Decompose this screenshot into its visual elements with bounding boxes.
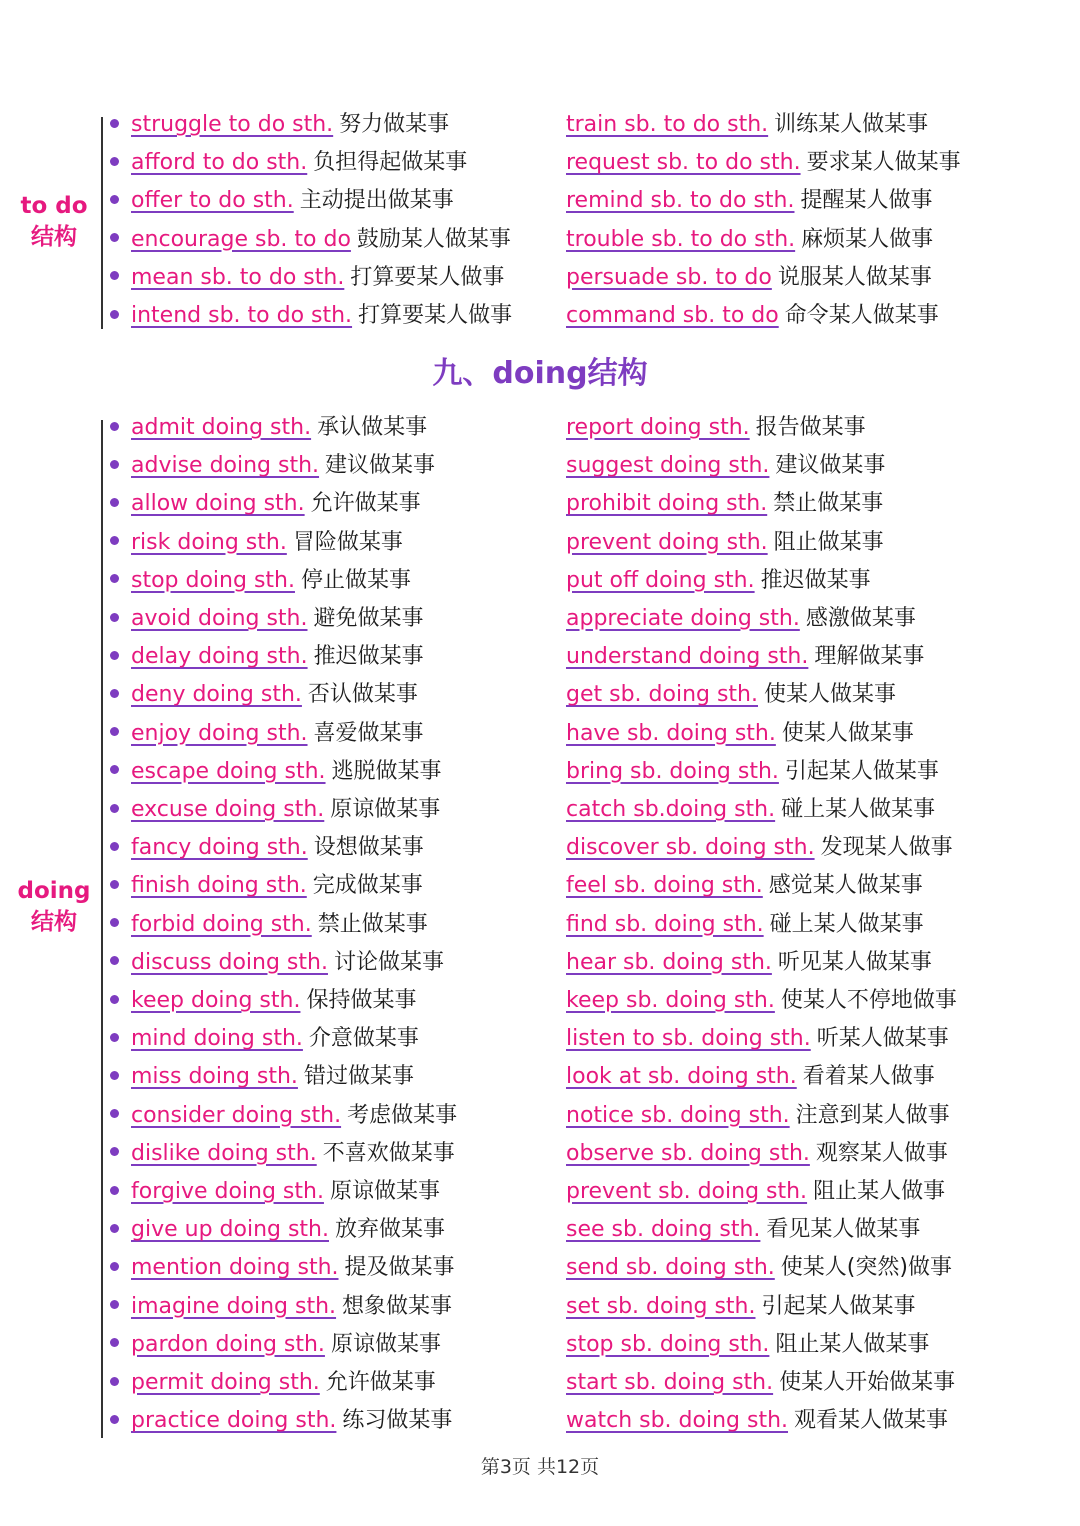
bullet-icon [110,1415,119,1424]
phrase-english: dislike doing sth. [131,1140,317,1166]
bullet-icon [110,1300,119,1309]
doing-right-item [566,676,896,714]
page-footer: 第3页 共12页 [480,1456,600,1478]
bullet-icon [110,498,119,507]
phrase-english: find sb. doing sth. [566,911,764,937]
phrase-english: hear sb. doing sth. [566,949,772,975]
bullet-icon [110,880,119,889]
doing-left-item [110,1326,441,1364]
doing-divider-line [101,420,103,1438]
phrase-chinese: 推迟做某事 [760,567,871,593]
doing-left-item [110,1020,419,1058]
doing-left-item [110,1058,414,1096]
phrase-chinese: 阻止某人做某事 [775,1331,930,1357]
doing-left-item [110,753,442,791]
phrase-chinese: 否认做某事 [307,682,418,708]
doing-left-item [110,1097,457,1135]
phrase-chinese: 讨论做某事 [333,949,444,975]
doing-right-item [566,638,924,676]
phrase-english: suggest doing sth. [566,453,770,479]
phrase-english: miss doing sth. [131,1064,298,1090]
phrase-chinese: 发现某人做事 [820,835,953,861]
phrase-chinese: 感觉某人做某事 [768,873,923,899]
phrase-chinese: 禁止做某事 [773,491,884,517]
phrase-english: report doing sth. [566,415,750,440]
bullet-icon [110,460,119,469]
doing-left-item [110,676,418,714]
phrase-english: keep sb. doing sth. [566,988,775,1013]
doing-right-item [566,447,885,485]
phrase-chinese: 建议做某事 [325,453,436,479]
phrase-chinese: 停止做某事 [300,567,411,593]
doing-right-item [566,1249,952,1287]
doing-right-item [566,829,953,867]
phrase-english: request sb. to do sth. [566,150,801,176]
doing-left-item [110,600,424,638]
phrase-english: observe sb. doing sth. [566,1140,810,1166]
phrase-english: see sb. doing sth. [566,1217,761,1243]
phrase-english: prevent sb. doing sth. [566,1179,808,1204]
doing-left-item [110,1288,452,1326]
phrase-english: prohibit doing sth. [566,491,768,517]
phrase-chinese: 想象做某事 [342,1293,453,1319]
doing-right-item [566,485,883,523]
bullet-icon [110,613,119,622]
phrase-chinese: 允许做某事 [310,491,421,517]
phrase-chinese: 提及做某事 [344,1255,455,1281]
phrase-english: pardon doing sth. [131,1331,325,1357]
doing-right-item [566,1097,950,1135]
doing-left-item [110,867,423,905]
phrase-english: admit doing sth. [131,415,312,440]
phrase-english: command sb. to do [566,303,779,328]
phrase-chinese: 麻烦某人做事 [801,226,934,252]
bullet-icon [110,1109,119,1118]
phrase-chinese: 建议做某事 [775,453,886,479]
doing-left-item [110,524,403,562]
phrase-chinese: 引起某人做某事 [761,1293,916,1319]
phrase-english: encourage sb. to do [131,226,351,252]
phrase-chinese: 喜爱做某事 [313,720,424,746]
doing-right-item [566,600,916,638]
phrase-chinese: 避免做某事 [313,606,424,631]
phrase-english: practice doing sth. [131,1408,337,1434]
doing-right-item [566,409,866,447]
phrase-english: stop doing sth. [131,567,295,593]
phrase-chinese: 鼓励某人做某事 [356,226,511,252]
phrase-chinese: 考虑做某事 [347,1102,458,1128]
phrase-chinese: 训练某人做某事 [774,112,929,137]
phrase-chinese: 承认做某事 [317,415,428,440]
bullet-icon [110,804,119,813]
phrase-chinese: 原谅做某事 [330,1331,441,1357]
bullet-icon [110,842,119,851]
doing-right-item [566,1288,916,1326]
doing-right-item [566,867,923,905]
bullet-icon [110,1033,119,1042]
phrase-chinese: 使某人开始做某事 [779,1370,956,1395]
doing-left-item [110,562,411,600]
doing-right-item [566,1020,949,1058]
bullet-icon [110,422,119,431]
phrase-chinese: 介意做某事 [308,1026,419,1052]
phrase-chinese: 原谅做某事 [330,797,441,822]
section-heading: 九、doing结构 [432,356,648,391]
doing-right-item [566,982,957,1020]
doing-right-item [566,524,884,562]
phrase-english: persuade sb. to do [566,264,772,290]
phrase-chinese: 禁止做某事 [317,911,428,937]
doing-right-item [566,1173,945,1211]
phrase-chinese: 保持做某事 [306,988,417,1013]
doing-right-item [566,1364,955,1402]
doing-label-line2: 结构 [31,909,77,935]
phrase-english: catch sb.doing sth. [566,797,776,822]
phrase-english: escape doing sth. [131,758,326,784]
phrase-english: fancy doing sth. [131,835,308,861]
phrase-chinese: 完成做某事 [312,873,423,899]
phrase-chinese: 推迟做某事 [313,644,424,670]
doing-left-item [110,715,424,753]
phrase-english: avoid doing sth. [131,606,308,631]
phrase-chinese: 设想做某事 [313,835,424,861]
phrase-english: consider doing sth. [131,1102,342,1128]
phrase-english: train sb. to do sth. [566,112,769,137]
doing-right-item [566,944,932,982]
phrase-chinese: 打算要某人做事 [350,264,505,290]
phrase-english: discuss doing sth. [131,949,328,975]
phrase-chinese: 不喜欢做某事 [322,1140,455,1166]
phrase-english: listen to sb. doing sth. [566,1026,811,1052]
doing-left-item [110,1249,455,1287]
phrase-english: mention doing sth. [131,1255,339,1281]
bullet-icon [110,1224,119,1233]
phrase-english: set sb. doing sth. [566,1293,756,1319]
bullet-icon [110,1262,119,1271]
phrase-english: enjoy doing sth. [131,720,308,746]
phrase-chinese: 错过做某事 [303,1064,414,1090]
phrase-chinese: 允许做某事 [325,1370,436,1395]
bullet-icon [110,574,119,583]
phrase-chinese: 练习做某事 [342,1408,453,1434]
phrase-chinese: 注意到某人做事 [795,1102,950,1128]
bullet-icon [110,689,119,698]
phrase-chinese: 感激做某事 [805,606,916,631]
bullet-icon [110,1071,119,1080]
phrase-chinese: 逃脱做某事 [331,758,442,784]
doing-left-item [110,1135,455,1173]
phrase-chinese: 碰上某人做某事 [781,797,936,822]
bullet-icon [110,995,119,1004]
phrase-english: feel sb. doing sth. [566,873,763,899]
doing-right-item [566,1326,929,1364]
phrase-english: delay doing sth. [131,644,308,670]
doing-left-item [110,409,427,447]
doing-left-item [110,829,424,867]
bullet-icon [110,1186,119,1195]
bullet-icon [110,956,119,965]
phrase-english: notice sb. doing sth. [566,1102,790,1128]
phrase-chinese: 使某人(突然)做事 [780,1255,952,1281]
phrase-english: understand doing sth. [566,644,809,670]
bullet-icon [110,1377,119,1386]
bullet-icon [110,727,119,736]
phrase-english: mean sb. to do sth. [131,264,345,290]
phrase-chinese: 阻止做某事 [773,529,884,555]
phrase-english: struggle to do sth. [131,112,334,137]
phrase-english: finish doing sth. [131,873,307,899]
todo-label-line2: 结构 [31,224,77,250]
doing-right-item [566,1211,920,1249]
doing-left-item [110,982,416,1020]
doing-left-item [110,1211,445,1249]
phrase-english: have sb. doing sth. [566,720,776,746]
phrase-english: permit doing sth. [131,1370,320,1395]
bullet-icon [110,1147,119,1156]
phrase-chinese: 使某人做某事 [781,720,914,746]
bullet-icon [110,536,119,545]
phrase-chinese: 主动提出做某事 [299,188,454,214]
bullet-icon [110,651,119,660]
bullet-icon [110,765,119,774]
phrase-english: forgive doing sth. [131,1179,324,1204]
doing-label-line1: doing [17,878,91,904]
phrase-english: look at sb. doing sth. [566,1064,797,1090]
doing-right-item [566,715,914,753]
phrase-english: discover sb. doing sth. [566,835,815,861]
phrase-chinese: 冒险做某事 [292,529,403,555]
phrase-chinese: 使某人不停地做事 [780,988,957,1013]
phrase-chinese: 使某人做某事 [764,682,897,708]
phrase-chinese: 负担得起做某事 [313,150,468,176]
phrase-chinese: 理解做某事 [814,644,925,670]
doing-left-item [110,447,435,485]
phrase-english: imagine doing sth. [131,1293,337,1319]
phrase-english: bring sb. doing sth. [566,758,779,784]
phrase-chinese: 阻止某人做事 [813,1179,946,1204]
phrase-english: watch sb. doing sth. [566,1408,789,1434]
phrase-chinese: 看见某人做某事 [766,1217,921,1243]
phrase-english: offer to do sth. [131,188,294,214]
phrase-chinese: 原谅做某事 [329,1179,440,1204]
doing-right-item [566,1058,935,1096]
doing-left-item [110,1402,452,1440]
phrase-english: appreciate doing sth. [566,606,800,631]
phrase-english: risk doing sth. [131,529,287,555]
phrase-chinese: 报告做某事 [755,415,866,440]
phrase-chinese: 提醒某人做事 [800,188,933,214]
phrase-english: allow doing sth. [131,491,305,517]
phrase-chinese: 引起某人做某事 [784,758,939,784]
phrase-chinese: 说服某人做某事 [777,264,932,290]
phrase-english: keep doing sth. [131,988,301,1013]
phrase-chinese: 看着某人做事 [802,1064,935,1090]
bullet-icon [110,918,119,927]
phrase-english: remind sb. to do sth. [566,188,795,214]
doing-right-item [566,1402,948,1440]
doing-left-item [110,944,444,982]
doing-right-item [566,1135,948,1173]
phrase-chinese: 要求某人做某事 [806,150,961,176]
phrase-english: put off doing sth. [566,567,755,593]
phrase-chinese: 放弃做某事 [335,1217,446,1243]
doing-right-item [566,791,935,829]
phrase-chinese: 观察某人做事 [815,1140,948,1166]
doing-left-item [110,485,421,523]
bullet-icon [110,1338,119,1347]
doing-left-item [110,791,440,829]
phrase-english: intend sb. to do sth. [131,303,353,328]
phrase-chinese: 努力做某事 [339,112,450,137]
doing-right-item [566,906,924,944]
phrase-chinese: 打算要某人做事 [358,303,513,328]
phrase-english: start sb. doing sth. [566,1370,774,1395]
doing-left-item [110,638,424,676]
phrase-english: prevent doing sth. [566,529,768,555]
phrase-english: stop sb. doing sth. [566,1331,770,1357]
todo-label-line1: to do [20,193,88,219]
phrase-chinese: 观看某人做某事 [794,1408,949,1434]
phrase-english: mind doing sth. [131,1026,303,1052]
phrase-english: forbid doing sth. [131,911,312,937]
phrase-chinese: 听见某人做某事 [777,949,932,975]
phrase-english: afford to do sth. [131,150,308,176]
phrase-english: trouble sb. to do sth. [566,226,796,252]
phrase-english: advise doing sth. [131,453,320,479]
phrase-english: give up doing sth. [131,1217,329,1243]
phrase-english: excuse doing sth. [131,797,325,822]
phrase-english: deny doing sth. [131,682,302,708]
phrase-english: send sb. doing sth. [566,1255,775,1281]
phrase-chinese: 命令某人做某事 [784,303,939,328]
doing-left-item [110,1364,436,1402]
doing-left-item [110,1173,440,1211]
doing-left-item [110,906,428,944]
doing-right-item [566,753,939,791]
phrase-chinese: 听某人做某事 [816,1026,949,1052]
doing-right-item [566,562,871,600]
phrase-chinese: 碰上某人做某事 [769,911,924,937]
phrase-english: get sb. doing sth. [566,682,758,708]
doing-side-label [14,876,94,938]
